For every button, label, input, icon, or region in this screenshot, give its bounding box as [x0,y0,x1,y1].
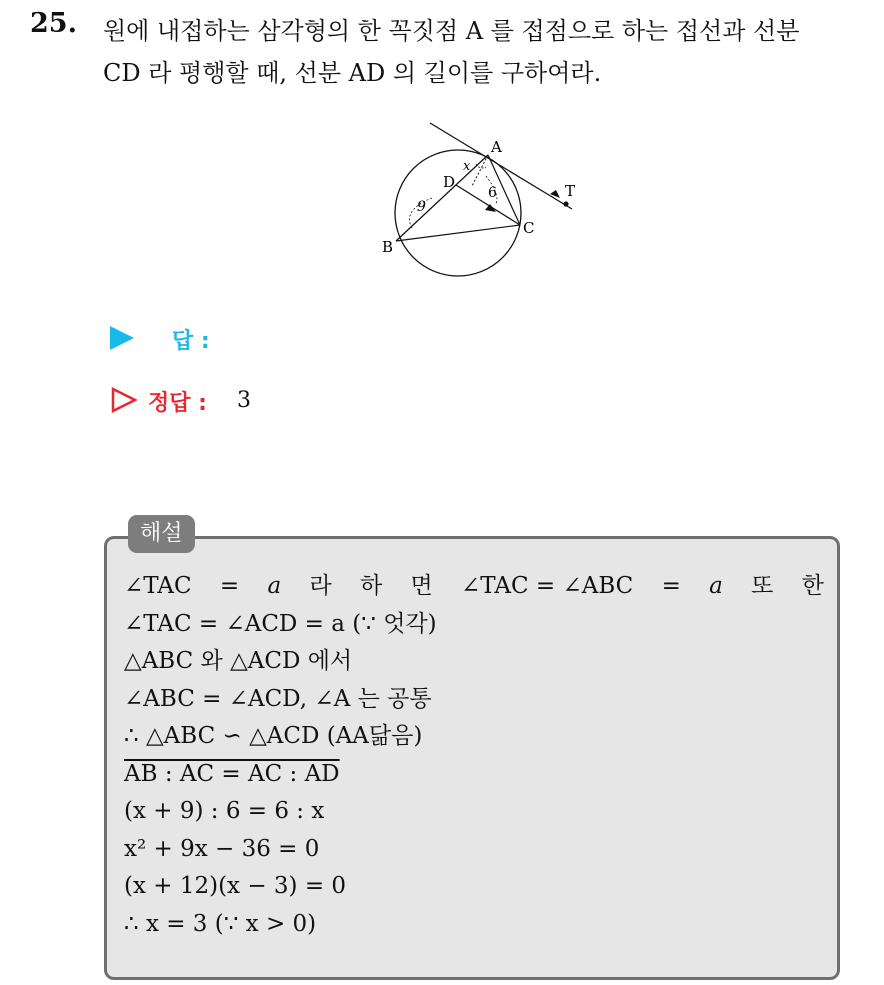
explanation-line: △ABC 와 △ACD 에서 [124,648,353,674]
exp-part: 면 [410,573,433,599]
explanation-line: ∠TAC = ∠ACD = a (∵ 엇각) [124,610,437,637]
correct-answer-label: 정답 : [148,391,207,416]
exp-part: = [219,573,240,599]
correct-answer-value: 3 [237,388,251,413]
tangent-line [430,123,572,209]
label-B: B [382,238,394,256]
label-C: C [523,219,535,237]
question-line-2: CD 라 평행할 때, 선분 AD 의 길이를 구하여라. [103,59,602,87]
correct-answer-row [110,386,251,416]
answer-row [110,326,210,354]
exp-part: a [267,573,282,599]
geometry-figure [372,114,592,284]
exp-part: 또 [751,573,774,599]
segment-AD-dashed [472,155,488,186]
label-9: 9 [417,199,426,215]
exp-part: ∠TAC = ∠ABC [461,573,634,599]
exp-part: a [709,573,723,599]
exp-part: = [661,573,681,599]
explanation-line: (x + 9) : 6 = 6 : x [124,798,325,824]
question-line-1: 원에 내접하는 삼각형의 한 꼭짓점 A 를 접점으로 하는 접선과 선분 [103,17,800,45]
circle [395,150,521,276]
label-D: D [443,173,456,191]
explanation-line: x² + 9x − 36 = 0 [124,835,320,862]
explanation-line: (x + 12)(x − 3) = 0 [124,873,347,899]
answer-label: 답 : [172,329,210,354]
label-T: T [565,182,576,200]
label-6: 6 [488,185,497,201]
explanation-tab: 해설 [128,515,195,553]
explanation-content [124,568,834,943]
dc-arrow [485,204,496,212]
explanation-line: ∴ x = 3 (∵ x > 0) [124,910,317,937]
question-text [103,10,873,94]
exp-part: 한 [801,573,824,599]
explanation-line: AB : AC = AC : AD [124,760,340,787]
label-x: x [463,159,471,174]
exp-part: 하 [359,573,383,599]
explanation-line: ∠ABC = ∠ACD, ∠A 는 공통 [124,685,432,712]
outline-triangle-icon [110,386,138,414]
play-triangle-icon [110,326,134,350]
exp-part: 라 [309,573,332,599]
label-A: A [491,138,502,156]
question-number: 25. [30,8,77,39]
segment-AB [396,155,488,241]
segment-BC [396,225,520,241]
explanation-line-1 [124,568,824,606]
explanation-line: ∴ △ABC ∽ △ACD (AA닮음) [124,723,423,749]
point-T [563,201,568,206]
exp-part: ∠TAC [124,573,192,599]
